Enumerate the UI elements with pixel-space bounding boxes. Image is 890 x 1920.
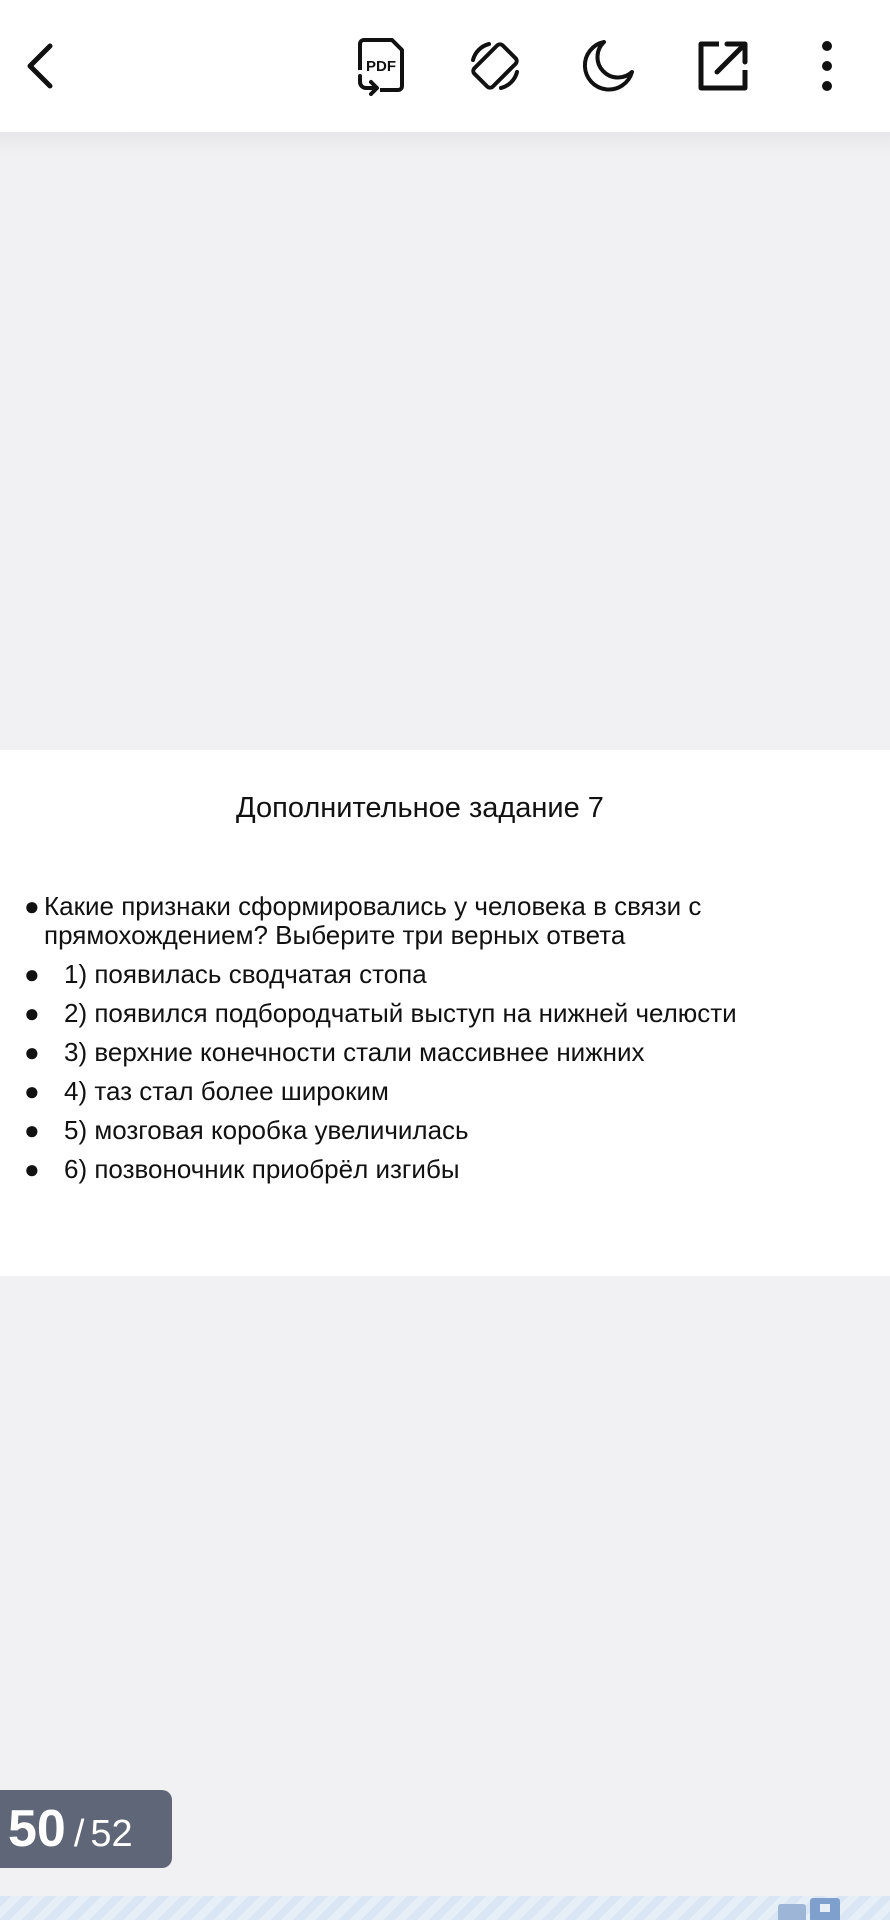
bullet-icon: ● — [24, 998, 40, 1028]
answer-option-text: 4) таз стал более широким — [64, 1076, 389, 1106]
answer-option-6 — [22, 1155, 842, 1184]
question-list — [22, 892, 842, 1194]
answer-option-4 — [22, 1077, 842, 1106]
answer-option-text: 5) мозговая коробка увеличилась — [64, 1115, 469, 1145]
rotate-screen-button[interactable] — [455, 26, 535, 106]
toolbar-shadow — [0, 132, 890, 156]
bullet-icon: ● — [24, 1115, 40, 1145]
total-pages: 52 — [90, 1813, 133, 1855]
back-icon — [20, 40, 60, 92]
question-item — [22, 892, 842, 950]
answer-option-3 — [22, 1038, 842, 1067]
question-text: Какие признаки сформировались у человека в связи с прямохождением? Выберите три верных ответа — [44, 891, 702, 950]
answer-option-text: 6) позвоночник приобрёл изгибы — [64, 1154, 460, 1184]
page-separator: / — [73, 1813, 85, 1855]
rotate-screen-icon — [465, 36, 525, 96]
bullet-icon: ● — [24, 1154, 40, 1184]
answer-option-text: 3) верхние конечности стали массивнее нижних — [64, 1037, 645, 1067]
svg-text:PDF: PDF — [366, 58, 396, 75]
back-button[interactable] — [0, 26, 80, 106]
bullet-icon: ● — [24, 1037, 40, 1067]
bullet-icon: ● — [24, 891, 40, 921]
answer-option-2 — [22, 999, 842, 1028]
bullet-icon: ● — [24, 959, 40, 989]
page-counter[interactable] — [0, 1790, 172, 1868]
answer-option-5 — [22, 1116, 842, 1145]
answer-option-text: 1) появилась сводчатая стопа — [64, 959, 427, 989]
top-toolbar — [0, 0, 890, 132]
more-options-button[interactable] — [787, 26, 867, 106]
night-mode-icon — [578, 36, 638, 96]
open-external-button[interactable] — [683, 26, 763, 106]
banner-decoration-icon — [748, 1896, 868, 1920]
open-external-icon — [695, 38, 751, 94]
bullet-icon: ● — [24, 1076, 40, 1106]
document-page — [0, 750, 890, 1276]
pdf-convert-icon — [352, 36, 408, 96]
night-mode-button[interactable] — [568, 26, 648, 106]
document-title: Дополнительное задание 7 — [236, 792, 604, 824]
current-page-number: 50 — [8, 1800, 66, 1858]
pdf-convert-button[interactable] — [340, 26, 420, 106]
answer-option-1 — [22, 960, 842, 989]
answer-option-text: 2) появился подбородчатый выступ на нижней челюсти — [64, 998, 737, 1028]
more-vertical-icon — [817, 40, 837, 92]
